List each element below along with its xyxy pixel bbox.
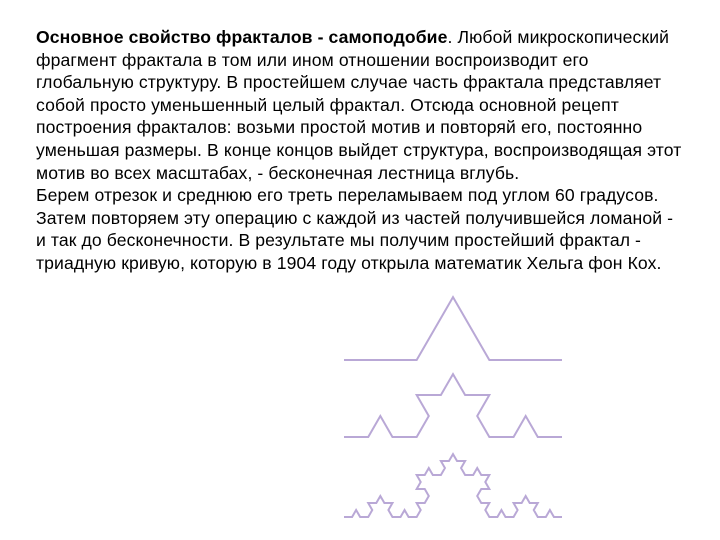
koch-curve-svg [330,270,570,535]
koch-curve-iteration-2 [344,374,562,437]
body-text [36,26,686,275]
paragraph-2: Берем отрезок и среднюю его треть переламываем под углом 60 градусов. Затем повторяем эту операцию с каждой из частей получившейся ломаной - и так до бесконечности. В результате мы получим простейший фрактал - триадную кривую, которую в 1904 году открыла математик Хельга фон Кох. [36,185,674,273]
paragraph-1-rest: . Любой микроскопический фрагмент фрактала в том или ином отношении воспроизводит его глобальную структуру. В простейшем случае часть фрактала представляет собой просто уменьшенный целый фрактал. Отсюда основной рецепт построения фракталов: возьми простой мотив и повторяй его, постоянно уменьшая размеры. В конце концов выйдет структура, воспроизводящая этот мотив во всех масштабах, - бесконечная лестница вглубь. [36,27,682,183]
koch-curve-figure [330,270,570,535]
koch-curve-iteration-1 [344,297,562,360]
bold-lead: Основное свойство фракталов - самоподобие [36,27,448,47]
koch-curve-iteration-3 [344,454,562,517]
paragraph-1 [36,26,686,184]
